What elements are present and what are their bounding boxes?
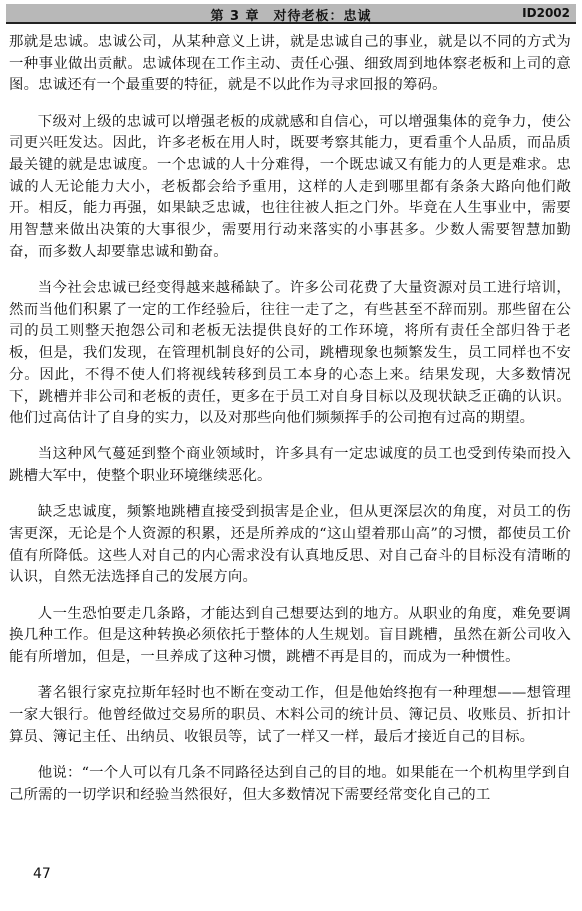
running-header — [6, 4, 576, 24]
book-code: ID2002 — [522, 6, 570, 20]
paragraph: 那就是忠诚。忠诚公司，从某种意义上讲，就是忠诚自己的事业，就是以不同的方式为一种事业做出贡献。忠诚体现在工作主动、责任心强、细致周到地体察老板和上司的意图。忠诚还有一个最重要的特征，就是不以此作为寻求回报的筹码。 — [9, 34, 571, 94]
paragraph: 缺乏忠诚度，频繁地跳槽直接受到损害是企业，但从更深层次的角度，对员工的伤害更深，无论是个人资源的积累，还是所养成的“这山望着那山高”的习惯，都使员工价值有所降低。这些人对自己的内心需求没有认真地反思、对自己奋斗的目标没有清晰的认识，自然无法选择自己的发展方向。 — [9, 504, 571, 586]
paragraph: 他说：“一个人可以有几条不同路径达到自己的目的地。如果能在一个机构里学到自己所需的一切学识和经验当然很好，但大多数情况下需要经常变化自己的工 — [9, 764, 571, 803]
chapter-title: 第 3 章 对待老板：忠诚 — [210, 9, 372, 24]
paragraph: 当今社会忠诚已经变得越来越稀缺了。许多公司花费了大量资源对员工进行培训，然而当他们积累了一定的工作经验后，往往一走了之，有些甚至不辞而别。那些留在公司的员工则整天抱怨公司和老板无法提供良好的工作环境，将所有责任全部归咎于老板，但是，我们发现，在管理机制良好的公司，跳槽现象也频繁发生，员工同样也不安分。因此，不得不使人们将视线转移到员工本身的心态上来。结果发现，大多数情况下，跳槽并非公司和老板的责任，更多在于员工对自身目标以及现状缺乏正确的认识。他们过高估计了自身的实力，以及对那些向他们频频挥手的公司抱有过高的期望。 — [9, 280, 571, 427]
page-number: 47 — [33, 866, 51, 882]
paragraph: 人一生恐怕要走几条路，才能达到自己想要达到的地方。从职业的角度，难免要调换几种工作。但是这种转换必须依托于整体的人生规划。盲目跳槽，虽然在新公司收入能有所增加，但是，一旦养成了这种习惯，跳槽不再是目的，而成为一种惯性。 — [9, 605, 571, 666]
page-body — [9, 32, 571, 821]
paragraph: 下级对上级的忠诚可以增强老板的成就感和自信心，可以增强集体的竞争力，使公司更兴旺发达。因此，许多老板在用人时，既要考察其能力，更看重个人品质，而品质最关键的就是忠诚度。一个忠诚的人十分难得，一个既忠诚又有能力的人更是难求。忠诚的人无论能力大小，老板都会给予重用，这样的人走到哪里都有条条大路向他们敞开。相反，能力再强，如果缺乏忠诚，也往往被人拒之门外。毕竟在人生事业中，需要用智慧来做出决策的大事很少，需要用行动来落实的小事甚多。少数人需要智慧加勤奋，而多数人却要靠忠诚和勤奋。 — [9, 113, 571, 260]
paragraph: 著名银行家克拉斯年轻时也不断在变动工作，但是他始终抱有一种理想——想管理一家大银行。他曾经做过交易所的职员、木料公司的统计员、簿记员、收账员、折扣计算员、簿记主任、出纳员、收银员等，试了一样又一样，最后才接近自己的目标。 — [9, 685, 571, 745]
paragraph: 当这种风气蔓延到整个商业领域时，许多具有一定忠诚度的员工也受到传染而投入跳槽大军中，使整个职业环境继续恶化。 — [9, 446, 571, 485]
